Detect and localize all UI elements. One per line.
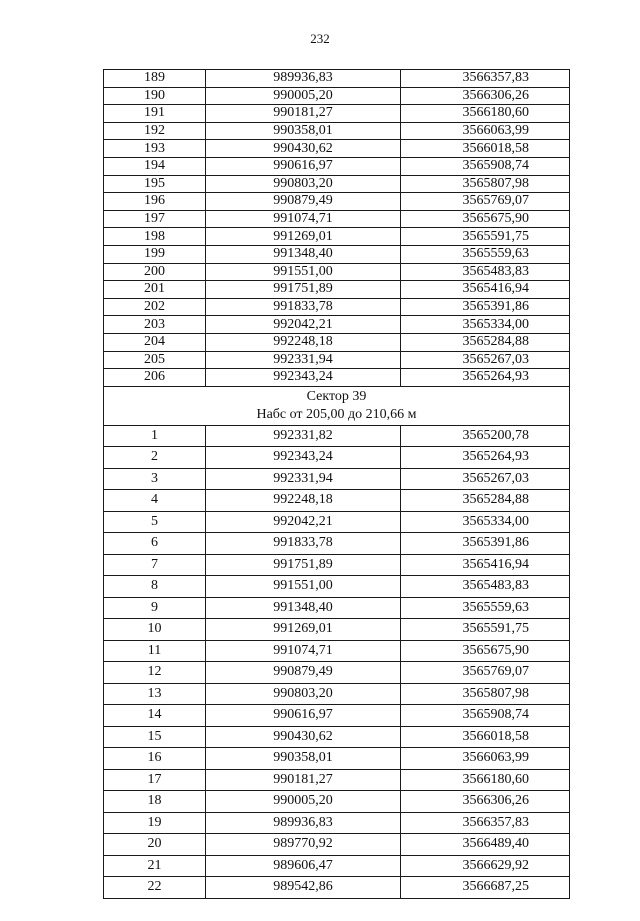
table-row bbox=[104, 812, 570, 834]
x-coordinate-cell: 992331,94 bbox=[206, 468, 401, 490]
table-row bbox=[104, 351, 570, 369]
y-coordinate-cell: 3566687,25 bbox=[401, 877, 570, 899]
point-number-cell: 13 bbox=[104, 683, 206, 705]
table-row bbox=[104, 748, 570, 770]
table-row bbox=[104, 228, 570, 246]
x-coordinate-cell: 990430,62 bbox=[206, 726, 401, 748]
x-coordinate-cell: 992042,21 bbox=[206, 316, 401, 334]
sector-cell bbox=[104, 386, 570, 425]
point-number-cell: 198 bbox=[104, 228, 206, 246]
point-number-cell: 204 bbox=[104, 333, 206, 351]
y-coordinate-cell: 3566018,58 bbox=[401, 140, 570, 158]
y-coordinate-cell: 3565264,93 bbox=[401, 369, 570, 387]
point-number-cell: 17 bbox=[104, 769, 206, 791]
y-coordinate-cell: 3565391,86 bbox=[401, 298, 570, 316]
table-row bbox=[104, 640, 570, 662]
table-row bbox=[104, 425, 570, 447]
point-number-cell: 19 bbox=[104, 812, 206, 834]
x-coordinate-cell: 990358,01 bbox=[206, 122, 401, 140]
y-coordinate-cell: 3565559,63 bbox=[401, 597, 570, 619]
table-row bbox=[104, 87, 570, 105]
point-number-cell: 8 bbox=[104, 576, 206, 598]
x-coordinate-cell: 990879,49 bbox=[206, 662, 401, 684]
table-row bbox=[104, 877, 570, 899]
table-row bbox=[104, 245, 570, 263]
x-coordinate-cell: 990879,49 bbox=[206, 193, 401, 211]
x-coordinate-cell: 989770,92 bbox=[206, 834, 401, 856]
y-coordinate-cell: 3565284,88 bbox=[401, 333, 570, 351]
x-coordinate-cell: 990181,27 bbox=[206, 769, 401, 791]
y-coordinate-cell: 3566306,26 bbox=[401, 791, 570, 813]
point-number-cell: 195 bbox=[104, 175, 206, 193]
table-row bbox=[104, 447, 570, 469]
x-coordinate-cell: 989542,86 bbox=[206, 877, 401, 899]
x-coordinate-cell: 991551,00 bbox=[206, 263, 401, 281]
table-row bbox=[104, 619, 570, 641]
point-number-cell: 1 bbox=[104, 425, 206, 447]
x-coordinate-cell: 991833,78 bbox=[206, 533, 401, 555]
point-number-cell: 200 bbox=[104, 263, 206, 281]
point-number-cell: 194 bbox=[104, 157, 206, 175]
table-row bbox=[104, 834, 570, 856]
table-row bbox=[104, 175, 570, 193]
y-coordinate-cell: 3565267,03 bbox=[401, 351, 570, 369]
point-number-cell: 11 bbox=[104, 640, 206, 662]
y-coordinate-cell: 3565675,90 bbox=[401, 210, 570, 228]
y-coordinate-cell: 3565416,94 bbox=[401, 554, 570, 576]
table-row bbox=[104, 554, 570, 576]
y-coordinate-cell: 3565267,03 bbox=[401, 468, 570, 490]
point-number-cell: 201 bbox=[104, 281, 206, 299]
sector-row bbox=[104, 386, 570, 425]
table-row bbox=[104, 576, 570, 598]
table-row bbox=[104, 855, 570, 877]
y-coordinate-cell: 3565807,98 bbox=[401, 175, 570, 193]
x-coordinate-cell: 991348,40 bbox=[206, 245, 401, 263]
y-coordinate-cell: 3565391,86 bbox=[401, 533, 570, 555]
table-row bbox=[104, 157, 570, 175]
y-coordinate-cell: 3565908,74 bbox=[401, 705, 570, 727]
y-coordinate-cell: 3566357,83 bbox=[401, 70, 570, 88]
y-coordinate-cell: 3565264,93 bbox=[401, 447, 570, 469]
table-row bbox=[104, 726, 570, 748]
x-coordinate-cell: 990616,97 bbox=[206, 157, 401, 175]
point-number-cell: 191 bbox=[104, 105, 206, 123]
table-row bbox=[104, 369, 570, 387]
point-number-cell: 206 bbox=[104, 369, 206, 387]
y-coordinate-cell: 3566357,83 bbox=[401, 812, 570, 834]
point-number-cell: 189 bbox=[104, 70, 206, 88]
y-coordinate-cell: 3566018,58 bbox=[401, 726, 570, 748]
x-coordinate-cell: 989606,47 bbox=[206, 855, 401, 877]
x-coordinate-cell: 990005,20 bbox=[206, 87, 401, 105]
point-number-cell: 196 bbox=[104, 193, 206, 211]
y-coordinate-cell: 3565483,83 bbox=[401, 576, 570, 598]
table-row bbox=[104, 490, 570, 512]
y-coordinate-cell: 3565483,83 bbox=[401, 263, 570, 281]
x-coordinate-cell: 991269,01 bbox=[206, 619, 401, 641]
point-number-cell: 6 bbox=[104, 533, 206, 555]
point-number-cell: 192 bbox=[104, 122, 206, 140]
y-coordinate-cell: 3566489,40 bbox=[401, 834, 570, 856]
y-coordinate-cell: 3566180,60 bbox=[401, 769, 570, 791]
y-coordinate-cell: 3565591,75 bbox=[401, 228, 570, 246]
table-row bbox=[104, 193, 570, 211]
x-coordinate-cell: 990430,62 bbox=[206, 140, 401, 158]
x-coordinate-cell: 990803,20 bbox=[206, 683, 401, 705]
point-number-cell: 12 bbox=[104, 662, 206, 684]
x-coordinate-cell: 992248,18 bbox=[206, 333, 401, 351]
point-number-cell: 193 bbox=[104, 140, 206, 158]
table-row bbox=[104, 263, 570, 281]
point-number-cell: 205 bbox=[104, 351, 206, 369]
y-coordinate-cell: 3565769,07 bbox=[401, 193, 570, 211]
y-coordinate-cell: 3565334,00 bbox=[401, 316, 570, 334]
point-number-cell: 9 bbox=[104, 597, 206, 619]
x-coordinate-cell: 992248,18 bbox=[206, 490, 401, 512]
point-number-cell: 2 bbox=[104, 447, 206, 469]
y-coordinate-cell: 3565807,98 bbox=[401, 683, 570, 705]
point-number-cell: 14 bbox=[104, 705, 206, 727]
x-coordinate-cell: 991348,40 bbox=[206, 597, 401, 619]
y-coordinate-cell: 3565908,74 bbox=[401, 157, 570, 175]
y-coordinate-cell: 3566063,99 bbox=[401, 122, 570, 140]
x-coordinate-cell: 992042,21 bbox=[206, 511, 401, 533]
point-number-cell: 4 bbox=[104, 490, 206, 512]
x-coordinate-cell: 990803,20 bbox=[206, 175, 401, 193]
point-number-cell: 20 bbox=[104, 834, 206, 856]
table-body-before-sector bbox=[104, 70, 570, 387]
table-row bbox=[104, 105, 570, 123]
x-coordinate-cell: 990181,27 bbox=[206, 105, 401, 123]
sector-header bbox=[104, 386, 570, 425]
x-coordinate-cell: 990616,97 bbox=[206, 705, 401, 727]
y-coordinate-cell: 3566180,60 bbox=[401, 105, 570, 123]
table-row bbox=[104, 122, 570, 140]
x-coordinate-cell: 989936,83 bbox=[206, 70, 401, 88]
point-number-cell: 10 bbox=[104, 619, 206, 641]
point-number-cell: 203 bbox=[104, 316, 206, 334]
table-row bbox=[104, 333, 570, 351]
point-number-cell: 190 bbox=[104, 87, 206, 105]
table-row bbox=[104, 597, 570, 619]
point-number-cell: 18 bbox=[104, 791, 206, 813]
table-row bbox=[104, 316, 570, 334]
x-coordinate-cell: 990005,20 bbox=[206, 791, 401, 813]
table-row bbox=[104, 769, 570, 791]
y-coordinate-cell: 3566306,26 bbox=[401, 87, 570, 105]
point-number-cell: 202 bbox=[104, 298, 206, 316]
x-coordinate-cell: 992331,94 bbox=[206, 351, 401, 369]
coordinates-table bbox=[103, 69, 570, 899]
point-number-cell: 16 bbox=[104, 748, 206, 770]
point-number-cell: 7 bbox=[104, 554, 206, 576]
table-row bbox=[104, 705, 570, 727]
x-coordinate-cell: 990358,01 bbox=[206, 748, 401, 770]
x-coordinate-cell: 992331,82 bbox=[206, 425, 401, 447]
y-coordinate-cell: 3565200,78 bbox=[401, 425, 570, 447]
y-coordinate-cell: 3566063,99 bbox=[401, 748, 570, 770]
table-row bbox=[104, 210, 570, 228]
y-coordinate-cell: 3565675,90 bbox=[401, 640, 570, 662]
y-coordinate-cell: 3565416,94 bbox=[401, 281, 570, 299]
point-number-cell: 21 bbox=[104, 855, 206, 877]
point-number-cell: 199 bbox=[104, 245, 206, 263]
y-coordinate-cell: 3565591,75 bbox=[401, 619, 570, 641]
table-row bbox=[104, 662, 570, 684]
table-body-after-sector bbox=[104, 425, 570, 898]
sector-subtitle: Набс от 205,00 до 210,66 м bbox=[256, 406, 417, 422]
x-coordinate-cell: 991074,71 bbox=[206, 210, 401, 228]
table-row bbox=[104, 511, 570, 533]
point-number-cell: 3 bbox=[104, 468, 206, 490]
y-coordinate-cell: 3565559,63 bbox=[401, 245, 570, 263]
point-number-cell: 22 bbox=[104, 877, 206, 899]
y-coordinate-cell: 3566629,92 bbox=[401, 855, 570, 877]
x-coordinate-cell: 991833,78 bbox=[206, 298, 401, 316]
table-row bbox=[104, 281, 570, 299]
table-row bbox=[104, 533, 570, 555]
sector-title: Сектор 39 bbox=[306, 388, 367, 404]
x-coordinate-cell: 992343,24 bbox=[206, 447, 401, 469]
x-coordinate-cell: 991074,71 bbox=[206, 640, 401, 662]
x-coordinate-cell: 991751,89 bbox=[206, 554, 401, 576]
table-row bbox=[104, 298, 570, 316]
table-row bbox=[104, 70, 570, 88]
table-row bbox=[104, 683, 570, 705]
point-number-cell: 15 bbox=[104, 726, 206, 748]
x-coordinate-cell: 991269,01 bbox=[206, 228, 401, 246]
x-coordinate-cell: 991551,00 bbox=[206, 576, 401, 598]
table-row bbox=[104, 791, 570, 813]
y-coordinate-cell: 3565284,88 bbox=[401, 490, 570, 512]
x-coordinate-cell: 989936,83 bbox=[206, 812, 401, 834]
x-coordinate-cell: 992343,24 bbox=[206, 369, 401, 387]
point-number-cell: 5 bbox=[104, 511, 206, 533]
y-coordinate-cell: 3565769,07 bbox=[401, 662, 570, 684]
y-coordinate-cell: 3565334,00 bbox=[401, 511, 570, 533]
page-number: 232 bbox=[310, 31, 330, 46]
table-row bbox=[104, 140, 570, 158]
table-row bbox=[104, 468, 570, 490]
point-number-cell: 197 bbox=[104, 210, 206, 228]
x-coordinate-cell: 991751,89 bbox=[206, 281, 401, 299]
